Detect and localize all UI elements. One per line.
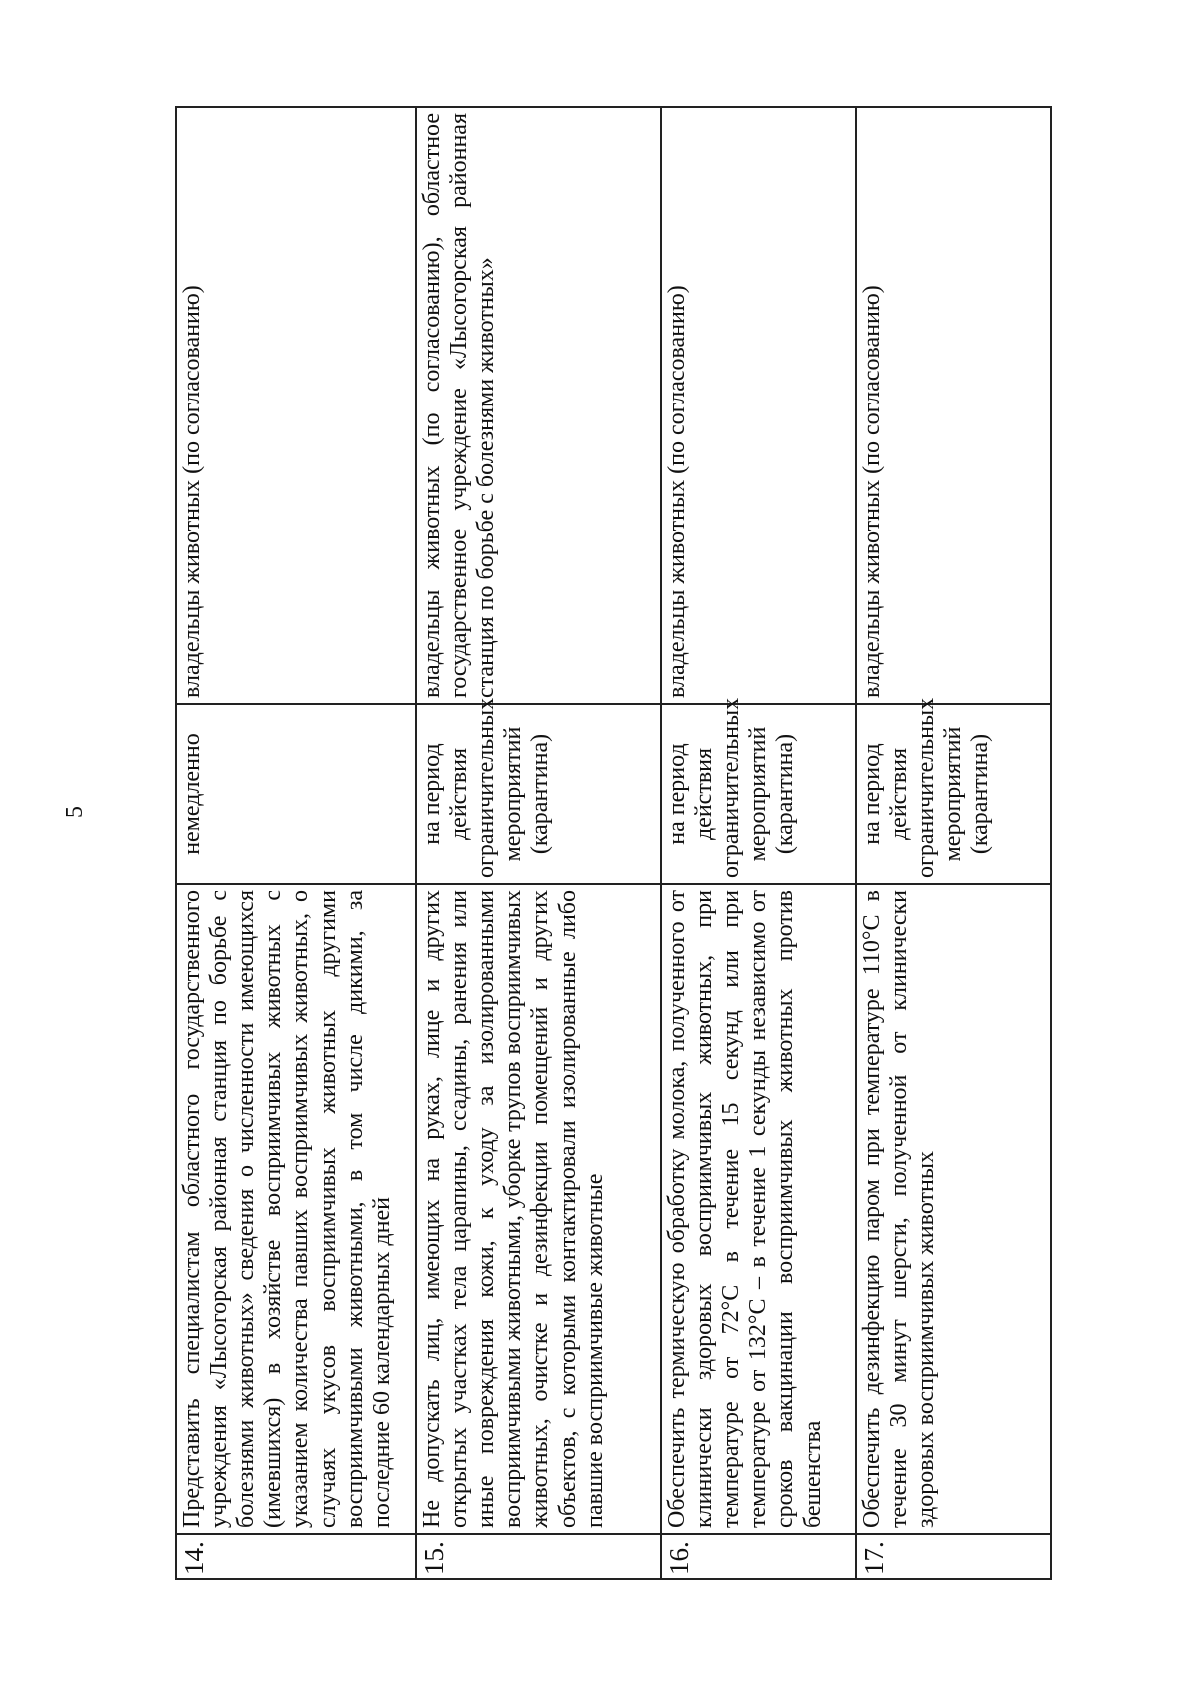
measures-table	[175, 106, 1052, 1580]
row-action: Не допускать лиц, имеющих на руках, лице и других открытых участках тела царапины, ссадины, ранения или иные повреждения кожи, к уходу за изолированными восприимчивыми животными, уборке трупов восприимчивых животных, очистке и дезинфекции помещений и других объектов, с которыми контактировали изолированные либо павшие восприимчивые животные	[416, 884, 661, 1534]
table-row	[661, 107, 856, 1579]
row-term: немедленно	[176, 704, 416, 884]
row-action: Представить специалистам областного государственного учреждения «Лысогорская районная станция по борьбе с болезнями животных» сведения о численности имеющихся (имевшихся) в хозяйстве восприимчивых животных с указанием количества павших восприимчивых животных, о случаях укусов восприимчивых животных другими восприимчивыми животными, в том числе дикими, за последние 60 календарных дней	[176, 884, 416, 1534]
table-row	[416, 107, 661, 1579]
row-number: 15.	[416, 1534, 661, 1579]
row-term: на период действия ограничительных мероприятий (карантина)	[661, 704, 856, 884]
row-number: 14.	[176, 1534, 416, 1579]
measures-table-wrapper	[175, 108, 1050, 1580]
row-responsible: владельцы животных (по согласованию)	[856, 107, 1051, 704]
row-number: 17.	[856, 1534, 1051, 1579]
table-row	[176, 107, 416, 1579]
row-responsible: владельцы животных (по согласованию)	[661, 107, 856, 704]
row-action: Обеспечить дезинфекцию паром при температуре 110°С в течение 30 минут шерсти, полученной от клинически здоровых восприимчивых животных	[856, 884, 1051, 1534]
row-action: Обеспечить термическую обработку молока, полученного от клинически здоровых восприимчивых животных, при температуре от 72°С в течение 15 секунд или при температуре от 132°С – в течение 1 секунды независимо от сроков вакцинации восприимчивых животных против бешенства	[661, 884, 856, 1534]
row-term: на период действия ограничительных мероприятий (карантина)	[416, 704, 661, 884]
row-responsible: владельцы животных (по согласованию), областное государственное учреждение «Лысогорская районная станция по борьбе с болезнями животных»	[416, 107, 661, 704]
row-responsible: владельцы животных (по согласованию)	[176, 107, 416, 704]
page-number: 5	[62, 806, 88, 818]
table-row	[856, 107, 1051, 1579]
row-term: на период действия ограничительных мероприятий (карантина)	[856, 704, 1051, 884]
row-number: 16.	[661, 1534, 856, 1579]
